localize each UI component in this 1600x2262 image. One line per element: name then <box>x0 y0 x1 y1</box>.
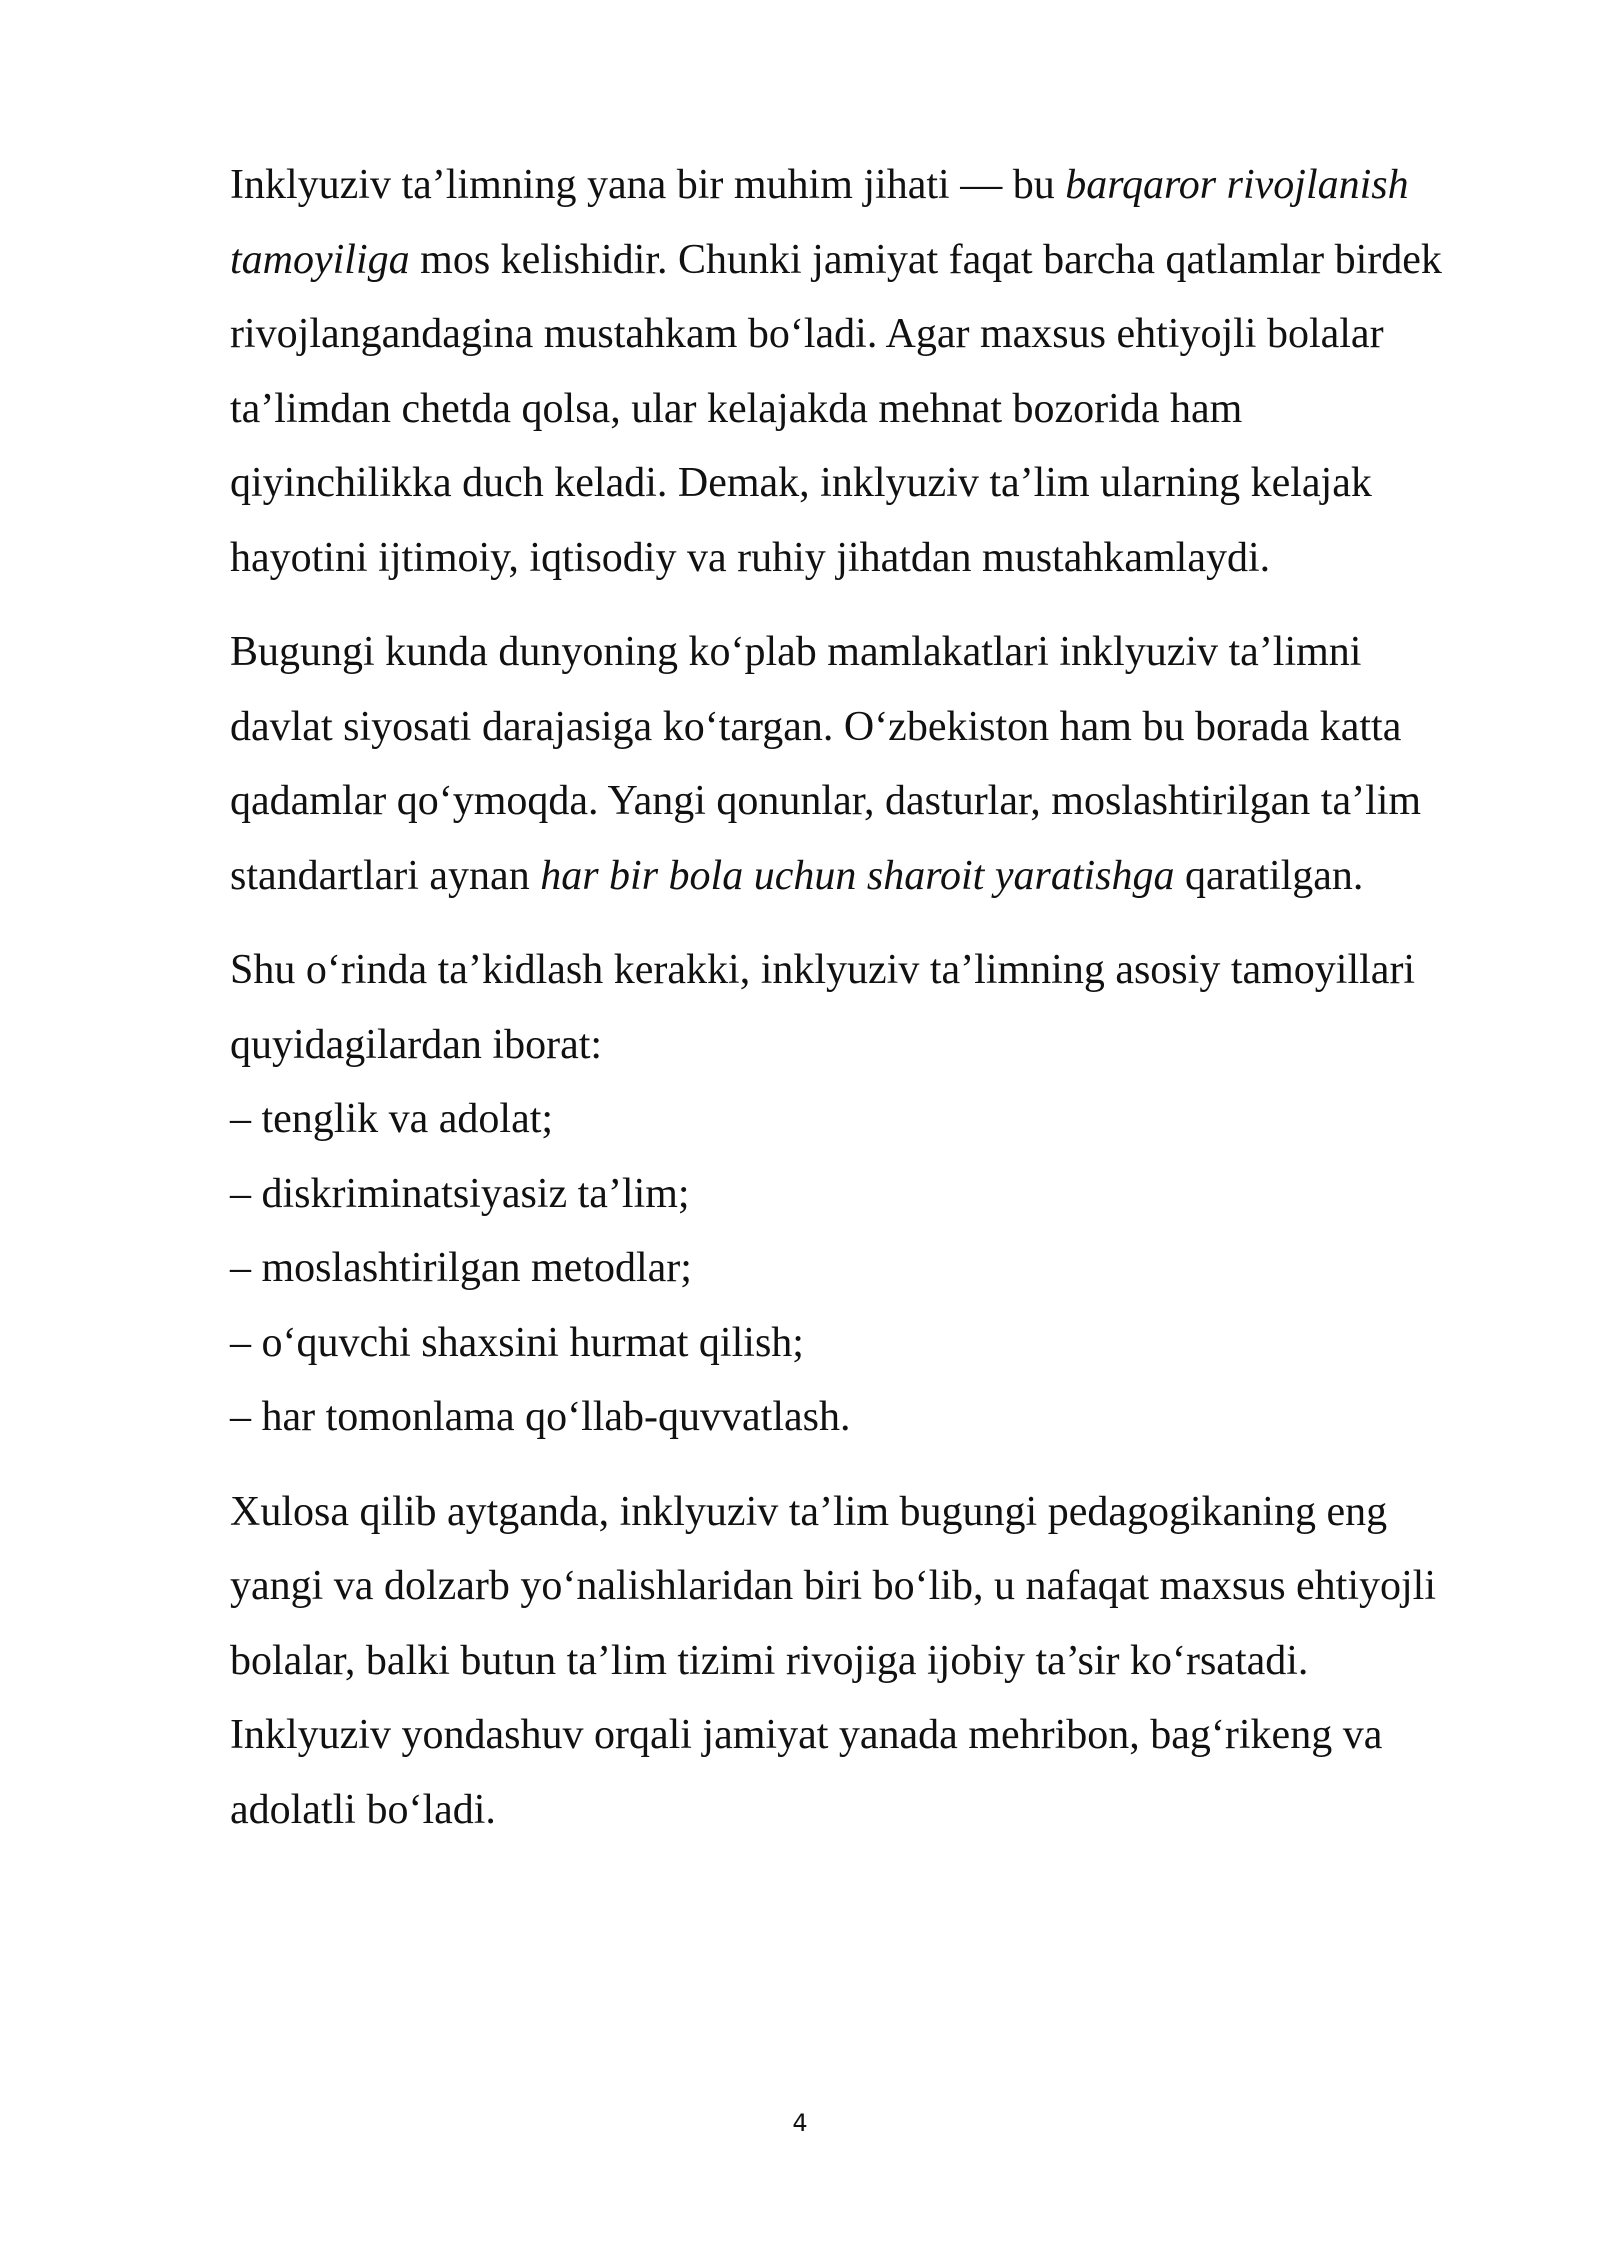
italic-text: tamoyiliga <box>230 236 410 283</box>
text-segment: mos kelishidir. Chunki jamiyat faqat barcha qatlamlar birdek <box>409 236 1442 283</box>
text-segment: qadamlar qo‘ymoqda. Yangi qonunlar, dasturlar, moslashtirilgan ta’lim <box>230 778 1422 824</box>
text-segment: quyidagilardan iborat: <box>230 1021 603 1068</box>
text-line <box>230 1773 1500 1848</box>
text-line <box>230 1549 1500 1624</box>
text-line <box>230 1475 1500 1550</box>
text-segment: qaratilgan. <box>1174 852 1364 899</box>
list-item: – har tomonlama qo‘llab-quvvatlash. <box>230 1394 851 1440</box>
text-line <box>230 446 1500 521</box>
text-line <box>230 521 1500 596</box>
text-line <box>230 1008 1500 1083</box>
text-segment: Bugungi kunda dunyoning ko‘plab mamlakatlari inklyuziv ta’limni <box>230 629 1362 675</box>
text-segment: rivojlangandagina mustahkam bo‘ladi. Agar maxsus ehtiyojli bolalar <box>230 311 1384 357</box>
italic-text: barqaror rivojlanish <box>1065 162 1409 208</box>
text-segment: qiyinchilikka duch keladi. Demak, inklyuziv ta’lim ularning kelajak <box>230 460 1372 506</box>
page-number: 4 <box>792 2109 808 2137</box>
text-line <box>230 764 1500 839</box>
paragraph <box>230 1475 1500 1848</box>
document-body <box>230 148 1500 1867</box>
text-segment: standartlari aynan <box>230 852 541 899</box>
text-segment: hayotini ijtimoiy, iqtisodiy va ruhiy jihatdan mustahkamlaydi. <box>230 534 1271 581</box>
text-line <box>230 223 1500 298</box>
list-item: – moslashtirilgan metodlar; <box>230 1245 692 1291</box>
text-line <box>230 297 1500 372</box>
italic-text: har bir bola uchun sharoit yaratishga <box>540 852 1175 899</box>
paragraph <box>230 615 1500 913</box>
text-line <box>230 690 1500 765</box>
text-segment: Inklyuziv yondashuv orqali jamiyat yanada mehribon, bag‘rikeng va <box>230 1712 1383 1758</box>
text-line <box>230 1698 1500 1773</box>
text-segment: Xulosa qilib aytganda, inklyuziv ta’lim bugungi pedagogikaning eng <box>230 1488 1388 1535</box>
text-segment: bolalar, balki butun ta’lim tizimi rivojiga ijobiy ta’sir ko‘rsatadi. <box>230 1637 1309 1684</box>
text-segment: yangi va dolzarb yo‘nalishlaridan biri bo‘lib, u nafaqat maxsus ehtiyojli <box>230 1563 1437 1609</box>
text-segment: adolatli bo‘ladi. <box>230 1786 496 1833</box>
text-line <box>230 1624 1500 1699</box>
text-line <box>230 933 1500 1008</box>
list-item: – tenglik va adolat; <box>230 1096 554 1142</box>
list-item: – o‘quvchi shaxsini hurmat qilish; <box>230 1319 804 1366</box>
text-line <box>230 148 1500 223</box>
text-segment: ta’limdan chetda qolsa, ular kelajakda mehnat bozorida ham <box>230 385 1243 432</box>
list-item: – diskriminatsiyasiz ta’lim; <box>230 1170 690 1217</box>
text-line <box>230 615 1500 690</box>
text-line <box>230 372 1500 447</box>
text-line <box>230 839 1500 914</box>
paragraph <box>230 933 1500 1455</box>
principles-list <box>230 1082 1500 1455</box>
text-segment: Inklyuziv ta’limning yana bir muhim jihati — bu <box>230 162 1066 208</box>
paragraph <box>230 148 1500 595</box>
text-segment: davlat siyosati darajasiga ko‘targan. O‘zbekiston ham bu borada katta <box>230 703 1402 750</box>
text-segment: Shu o‘rinda ta’kidlash kerakki, inklyuziv ta’limning asosiy tamoyillari <box>230 947 1416 993</box>
